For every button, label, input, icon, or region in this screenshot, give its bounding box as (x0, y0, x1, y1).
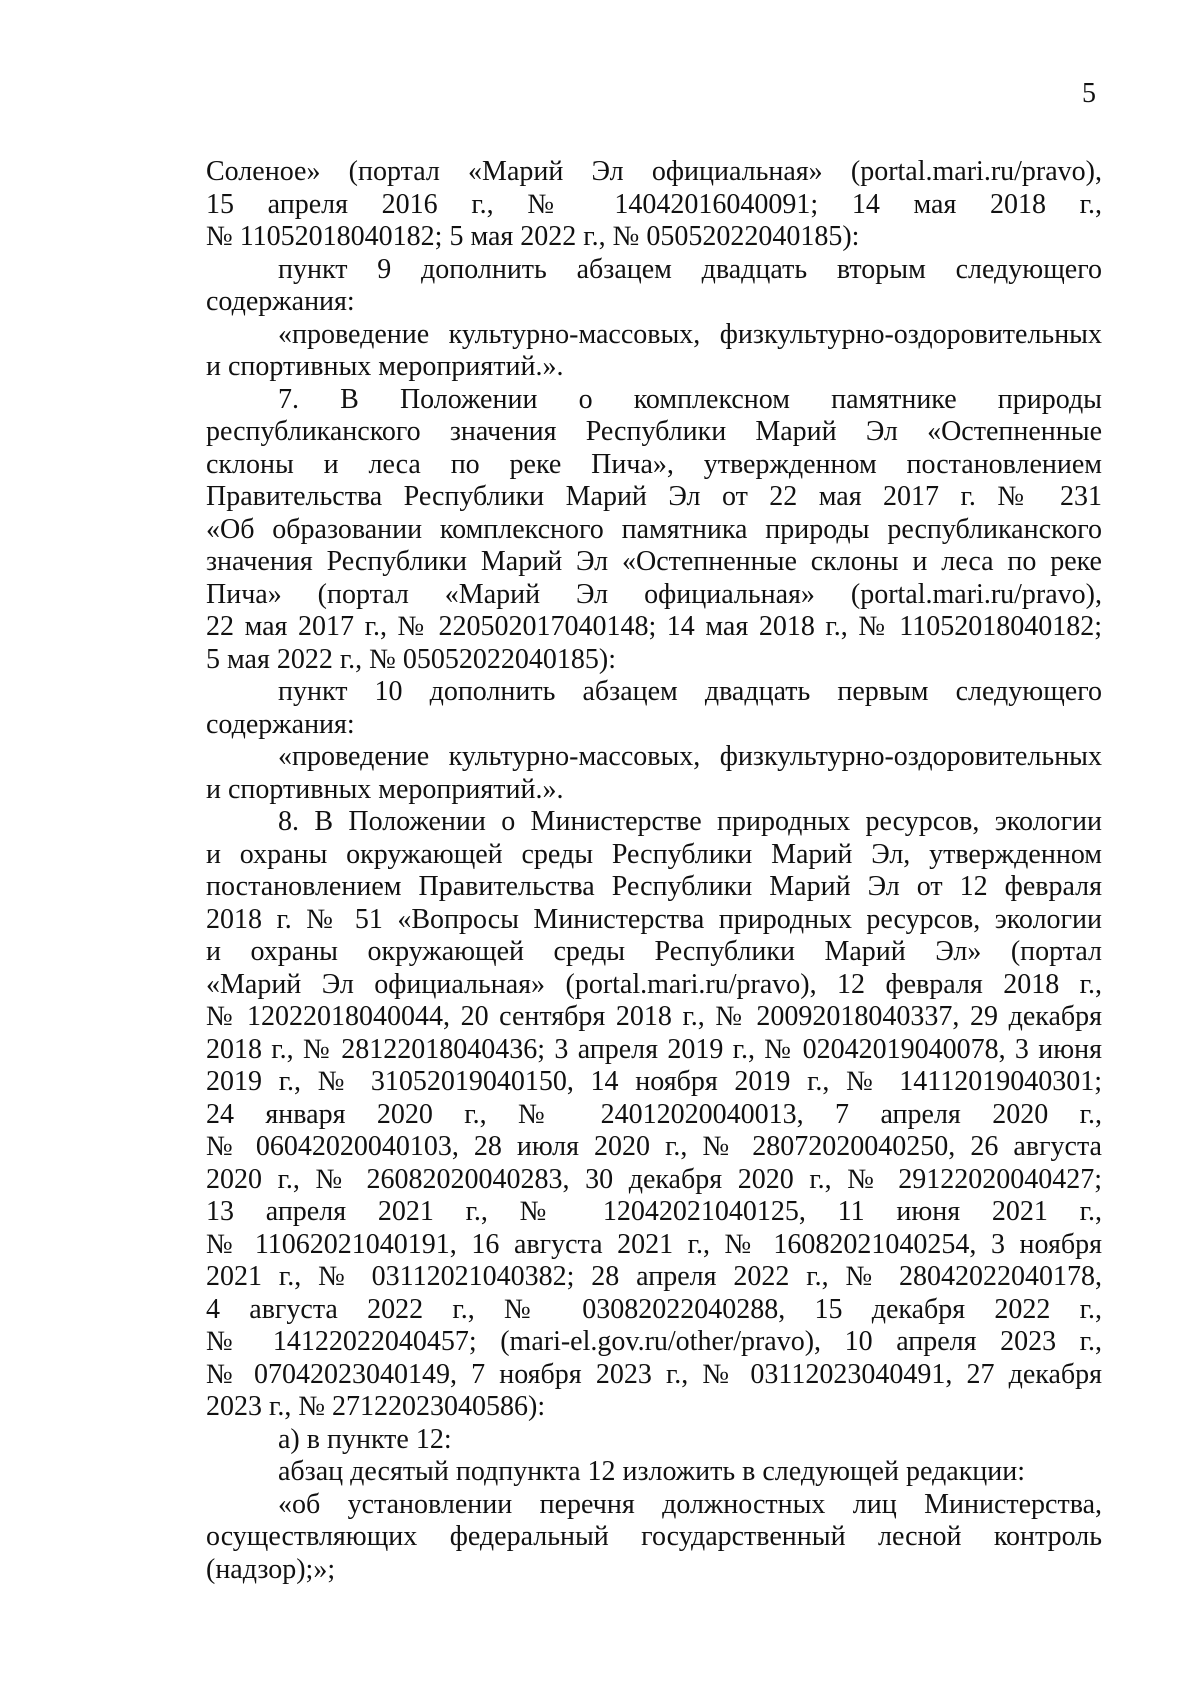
text-line: «проведение культурно-массовых, физкультурно-оздоровительных (278, 318, 1102, 350)
text-line: № 11052018040182; 5 мая 2022 г., № 05052022040185): (206, 221, 860, 252)
text-line: (надзор);»; (206, 1553, 336, 1585)
text-line: 24 января 2020 г., № 24012020040013, 7 апреля 2020 г., (206, 1098, 1102, 1130)
text-line: «проведение культурно-массовых, физкультурно-оздоровительных (278, 741, 1102, 772)
text-line: и охраны окружающей среды Республики Марий Эл, утвержденном (206, 838, 1102, 870)
text-line: 5 мая 2022 г., № 05052022040185): (206, 643, 616, 675)
text-line: Пича» (портал «Марий Эл официальная» (portal.mari.ru/pravo), (206, 578, 1102, 610)
text-line: значения Республики Марий Эл «Остепненные склоны и леса по реке (206, 546, 1102, 577)
text-line: 4 августа 2022 г., № 03082022040288, 15 декабря 2022 г., (206, 1293, 1102, 1325)
document-body (206, 156, 1102, 1586)
text-line: 2020 г., № 26082020040283, 30 декабря 2020 г., № 29122020040427; (206, 1163, 1102, 1195)
text-line: содержания: (206, 708, 355, 740)
text-line: Правительства Республики Марий Эл от 22 мая 2017 г. № 231 (206, 481, 1102, 512)
text-line: Соленое» (портал «Марий Эл официальная» (portal.mari.ru/pravo), (206, 156, 1102, 187)
text-line: и спортивных мероприятий.». (206, 773, 564, 805)
text-line: а) в пункте 12: (278, 1423, 452, 1455)
text-line: 2021 г., № 03112021040382; 28 апреля 2022 г., № 28042022040178, (206, 1261, 1102, 1292)
text-line: республиканского значения Республики Марий Эл «Остепненные (206, 416, 1102, 447)
text-line: № 06042020040103, 28 июля 2020 г., № 28072020040250, 26 августа (206, 1131, 1102, 1162)
text-line: 13 апреля 2021 г., № 12042021040125, 11 июня 2021 г., (206, 1196, 1102, 1227)
text-line: 8. В Положении о Министерстве природных ресурсов, экологии (278, 806, 1102, 837)
text-line: № 12022018040044, 20 сентября 2018 г., № 20092018040337, 29 декабря (206, 1001, 1102, 1032)
text-line: содержания: (206, 286, 355, 317)
text-line: «Об образовании комплексного памятника природы республиканского (206, 513, 1102, 545)
text-line: пункт 9 дополнить абзацем двадцать вторым следующего (278, 253, 1102, 285)
text-line: осуществляющих федеральный государственный лесной контроль (206, 1521, 1102, 1552)
text-line: «Марий Эл официальная» (portal.mari.ru/pravo), 12 февраля 2018 г., (206, 968, 1102, 1000)
text-line: «об установлении перечня должностных лиц Министерства, (278, 1488, 1102, 1520)
text-line: пункт 10 дополнить абзацем двадцать первым следующего (278, 676, 1102, 707)
text-line: постановлением Правительства Республики Марий Эл от 12 февраля (206, 871, 1102, 902)
text-line: 2019 г., № 31052019040150, 14 ноября 2019 г., № 14112019040301; (206, 1066, 1102, 1097)
text-line: 22 мая 2017 г., № 220502017040148; 14 мая 2018 г., № 11052018040182; (206, 611, 1102, 642)
text-line: № 14122022040457; (mari-el.gov.ru/other/pravo), 10 апреля 2023 г., (206, 1326, 1102, 1357)
page-number: 5 (1082, 78, 1096, 109)
text-line: № 11062021040191, 16 августа 2021 г., № 16082021040254, 3 ноября (206, 1228, 1102, 1260)
text-line: абзац десятый подпункта 12 изложить в следующей редакции: (278, 1456, 1026, 1487)
text-line: 7. В Положении о комплексном памятнике природы (278, 383, 1102, 415)
text-line: 15 апреля 2016 г., № 14042016040091; 14 мая 2018 г., (206, 188, 1102, 220)
text-line: 2018 г. № 51 «Вопросы Министерства природных ресурсов, экологии (206, 903, 1102, 935)
text-line: и охраны окружающей среды Республики Марий Эл» (портал (206, 936, 1102, 967)
text-line: № 07042023040149, 7 ноября 2023 г., № 03112023040491, 27 декабря (206, 1358, 1102, 1390)
text-line: склоны и леса по реке Пича», утвержденном постановлением (206, 448, 1102, 480)
text-line: 2023 г., № 27122023040586): (206, 1391, 546, 1422)
text-line: и спортивных мероприятий.». (206, 351, 564, 382)
text-line: 2018 г., № 28122018040436; 3 апреля 2019 г., № 02042019040078, 3 июня (206, 1033, 1102, 1065)
